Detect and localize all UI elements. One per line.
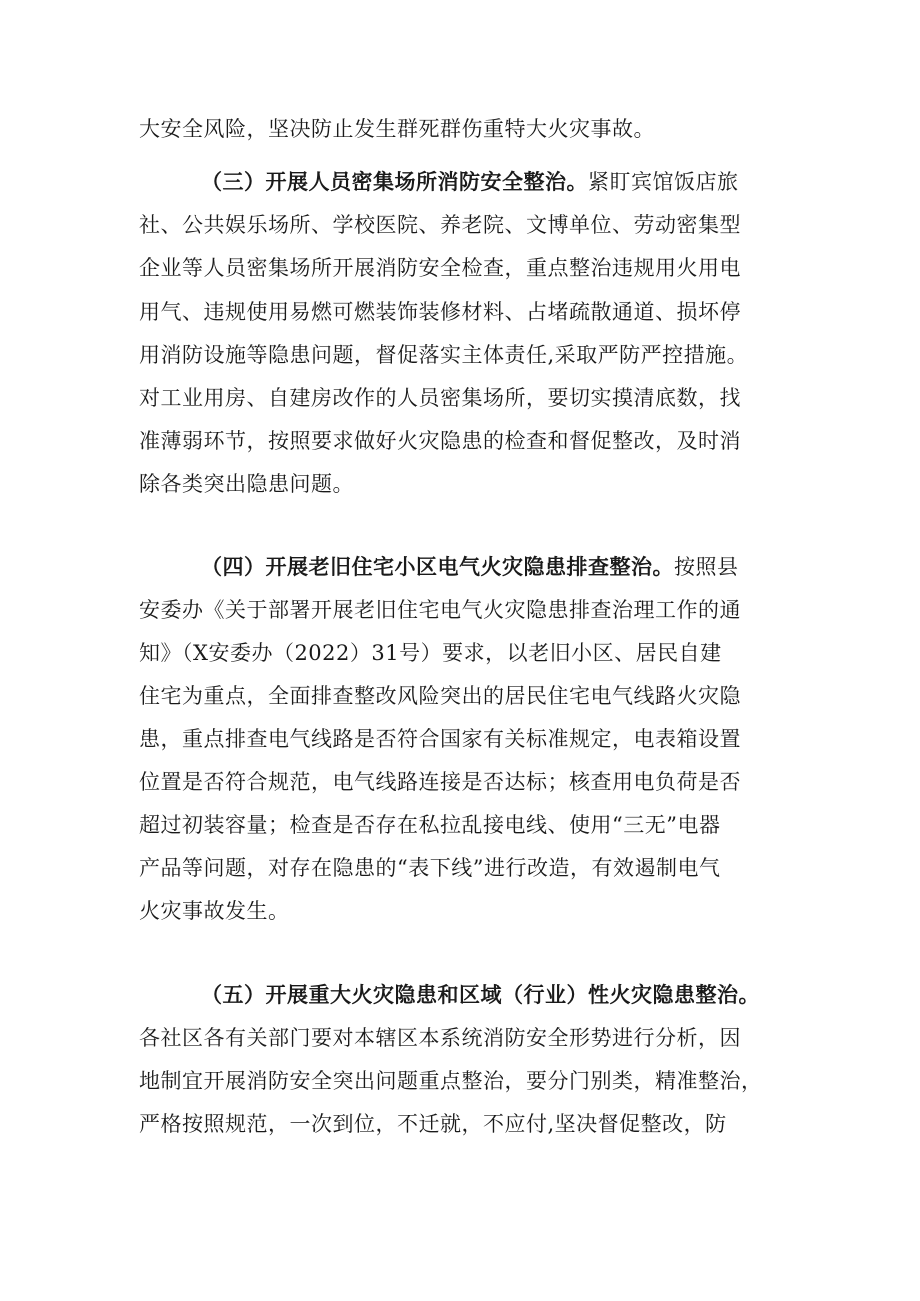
text-line — [139, 760, 741, 804]
line-text: 紧盯宾馆饭店旅 — [588, 170, 739, 194]
line-text: 除各类突出隐患问题。 — [139, 472, 354, 496]
line-text: 准薄弱环节，按照要求做好火灾隐患的检查和督促整改，及时消 — [139, 429, 741, 453]
text-line — [139, 376, 741, 420]
text-line — [139, 290, 741, 334]
text-line — [139, 1059, 763, 1103]
text-line — [139, 333, 748, 377]
text-line — [139, 1102, 727, 1146]
section-three-heading-line — [201, 160, 739, 204]
line-text: 安委办《关于部署开展老旧住宅电气火灾隐患排查治理工作的通 — [139, 598, 741, 622]
line-text: 知》（X安委办（2022）31号）要求，以老旧小区、居民自建 — [139, 641, 722, 665]
section-four-heading-line — [201, 545, 739, 589]
line-text: 企业等人员密集场所开展消防安全检查，重点整治违规用火用电 — [139, 256, 741, 280]
line-text: 产品等问题，对存在隐患的“表下线”进行改造，有效遏制电气 — [139, 856, 721, 880]
text-line — [139, 631, 722, 675]
line-text: 用气、违规使用易燃可燃装饰装修材料、占堵疏散通道、损坏停 — [139, 300, 741, 324]
text-line — [139, 1016, 741, 1060]
text-line — [139, 803, 720, 847]
line-text: 社、公共娱乐场所、学校医院、养老院、文博单位、劳动密集型 — [139, 213, 741, 237]
section-heading: （四）开展老旧住宅小区电气火灾隐患排查整治。 — [201, 554, 674, 579]
text-line — [139, 203, 741, 247]
text-line — [139, 462, 354, 506]
line-text: 大安全风险，坚决防止发生群死群伤重特大火灾事故。 — [139, 117, 655, 141]
line-text: 位置是否符合规范，电气线路连接是否达标；核查用电负荷是否 — [139, 770, 741, 794]
text-line — [139, 846, 720, 890]
text-line — [139, 674, 741, 718]
text-line — [139, 717, 741, 761]
text-line — [139, 246, 741, 290]
line-text: 对工业用房、自建房改作的人员密集场所，要切实摸清底数，找 — [139, 386, 741, 410]
line-text: 地制宜开展消防安全突出问题重点整治，要分门别类，精准整治， — [139, 1069, 763, 1093]
line-text: 超过初装容量；检查是否存在私拉乱接电线、使用“三无”电器 — [139, 813, 721, 837]
line-text: 用消防设施等隐患问题，督促落实主体责任,采取严防严控措施。 — [139, 343, 749, 367]
text-line — [139, 588, 741, 632]
section-five-heading-line — [201, 973, 760, 1017]
text-line — [139, 107, 655, 151]
line-text: 住宅为重点，全面排查整改风险突出的居民住宅电气线路火灾隐 — [139, 684, 741, 708]
text-line — [139, 889, 290, 933]
line-text: 按照县 — [674, 555, 739, 579]
line-text: 患，重点排查电气线路是否符合国家有关标准规定，电表箱设置 — [139, 727, 741, 751]
text-line — [139, 419, 741, 463]
line-text: 各社区各有关部门要对本辖区本系统消防安全形势进行分析，因 — [139, 1026, 741, 1050]
section-heading: （五）开展重大火灾隐患和区域（行业）性火灾隐患整治。 — [201, 982, 760, 1007]
line-text: 火灾事故发生。 — [139, 899, 290, 923]
line-text: 严格按照规范，一次到位，不迁就，不应付,坚决督促整改，防 — [139, 1112, 727, 1136]
section-heading: （三）开展人员密集场所消防安全整治。 — [201, 169, 588, 194]
